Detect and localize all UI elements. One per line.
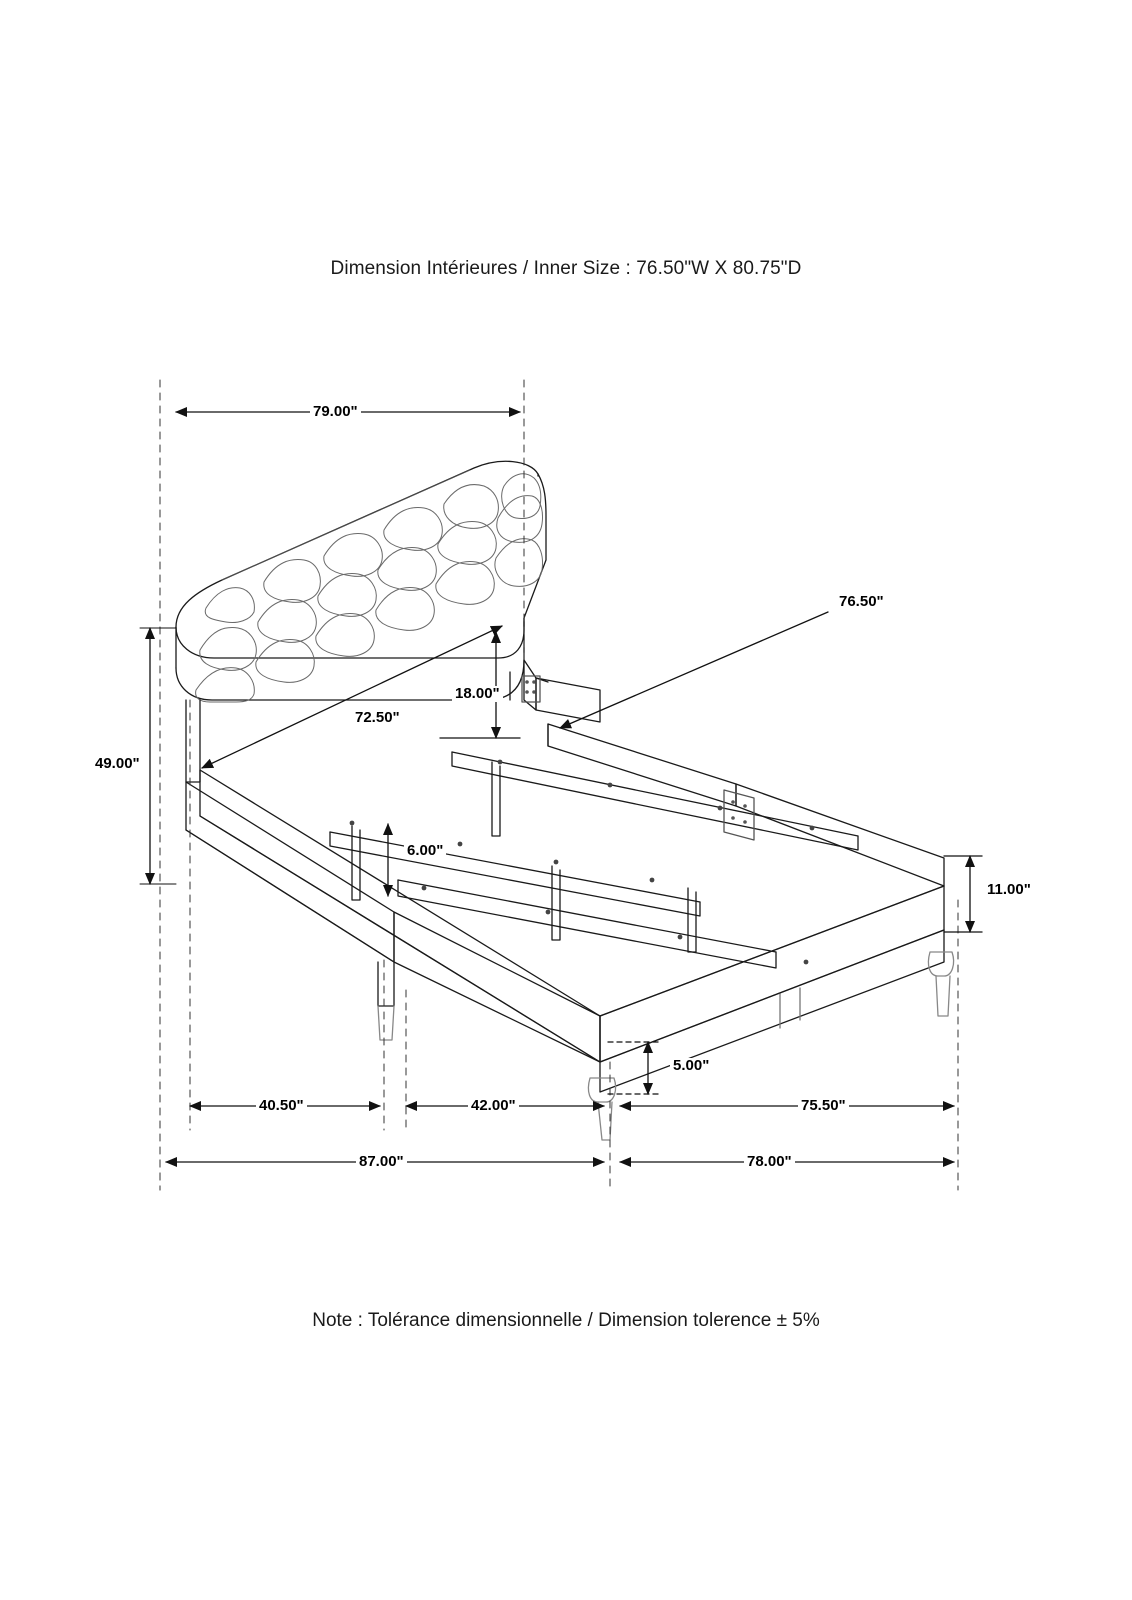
dimension-label-7550: 75.50": [798, 1098, 849, 1114]
dimension-label-78: 78.00": [744, 1154, 795, 1170]
dimension-label-18: 18.00": [452, 686, 503, 702]
tolerance-note: Note : Tolérance dimensionnelle / Dimension tolerence ± 5%: [312, 1310, 820, 1331]
dimension-label-79: 79.00": [310, 404, 361, 420]
page-title: Dimension Intérieures / Inner Size : 76.50"W X 80.75"D: [330, 258, 802, 279]
dimension-label-42: 42.00": [468, 1098, 519, 1114]
dimension-label-87: 87.00": [356, 1154, 407, 1170]
dimension-label-49: 49.00": [92, 756, 143, 772]
dimension-label-6: 6.00": [404, 843, 446, 859]
dimension-label-7650: 76.50": [836, 594, 887, 610]
dimension-label-5: 5.00": [670, 1058, 712, 1074]
dimension-label-7250: 72.50": [352, 710, 403, 726]
dimension-label-4050: 40.50": [256, 1098, 307, 1114]
dimension-label-11: 11.00": [984, 882, 1034, 898]
